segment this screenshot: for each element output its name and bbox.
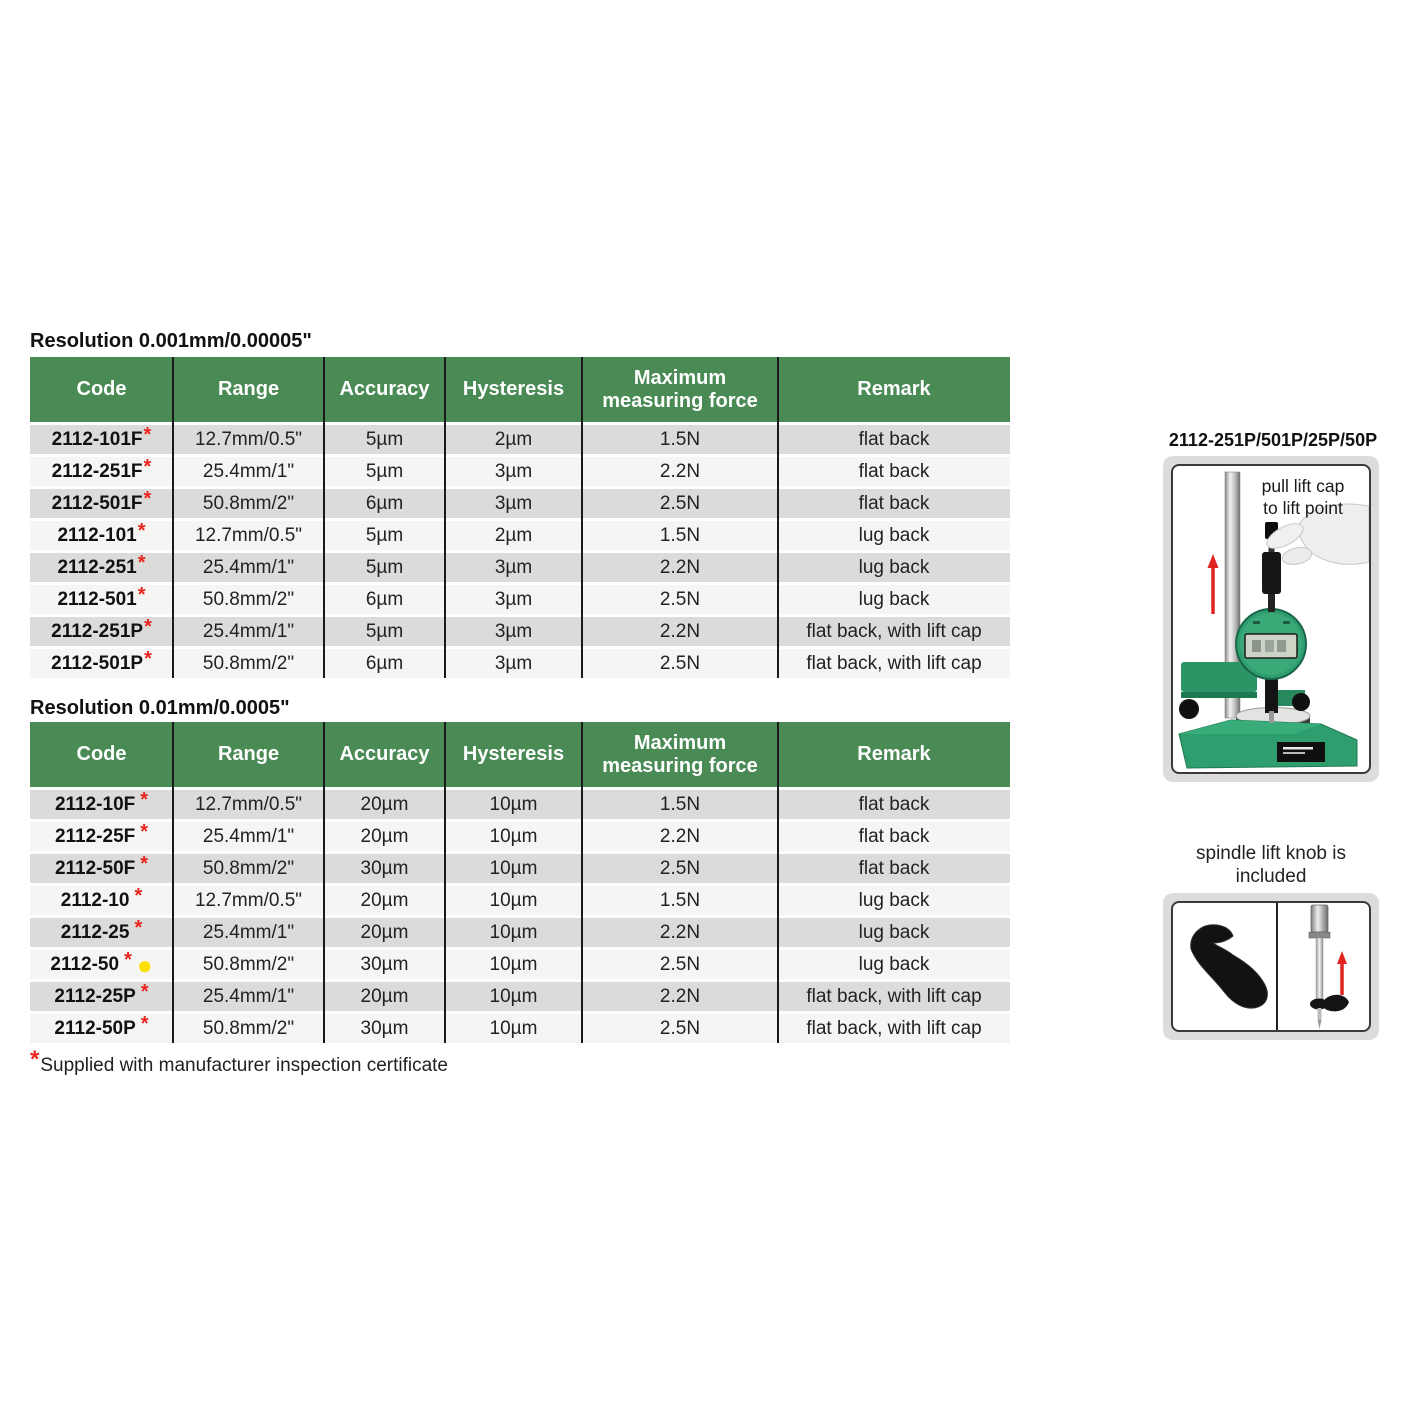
side-models-title: 2112-251P/501P/25P/50P <box>1168 430 1378 450</box>
cell-force: 2.2N <box>659 921 701 943</box>
cell-force: 2.2N <box>659 620 701 642</box>
cell-accuracy: 5µm <box>365 460 404 482</box>
cell-accuracy: 20µm <box>360 793 409 815</box>
cell-remark: flat back <box>858 460 930 482</box>
cell-force: 2.2N <box>659 556 701 578</box>
table-row <box>30 489 1010 518</box>
cell-hysteresis: 10µm <box>489 953 538 975</box>
header-cell-force <box>582 722 778 787</box>
cell-code: 2112-251 * <box>57 552 146 578</box>
column-divider <box>444 722 446 1043</box>
cell-remark: flat back <box>858 428 930 450</box>
cell-force: 2.5N <box>659 953 701 975</box>
cell-force: 2.5N <box>659 492 701 514</box>
header-cell-hysteresis: Hysteresis <box>462 743 565 765</box>
header-cell-hysteresis: Hysteresis <box>462 378 565 400</box>
column-divider <box>777 357 779 678</box>
cell-force: 2.2N <box>659 825 701 847</box>
column-divider <box>323 722 325 1043</box>
cell-accuracy: 6µm <box>365 492 404 514</box>
cell-hysteresis: 2µm <box>494 428 533 450</box>
cell-range: 12.7mm/0.5" <box>194 793 303 815</box>
spec-table-resolution-001 <box>30 357 1010 678</box>
asterisk-icon: * <box>144 616 152 638</box>
cell-range: 50.8mm/2" <box>202 857 295 879</box>
cell-accuracy: 5µm <box>365 428 404 450</box>
cell-hysteresis: 10µm <box>489 985 538 1007</box>
table-row <box>30 950 1010 979</box>
clamp-knob <box>1292 693 1310 711</box>
cell-range: 50.8mm/2" <box>202 953 295 975</box>
cell-force: 1.5N <box>659 428 701 450</box>
section-title-resolution-01: Resolution 0.01mm/0.0005" <box>30 697 290 719</box>
header-force-text: Maximum measuring force <box>602 732 758 777</box>
footnote-text: Supplied with manufacturer inspection certificate <box>40 1055 448 1076</box>
cell-remark: lug back <box>858 524 930 546</box>
cell-force: 1.5N <box>659 524 701 546</box>
asterisk-icon: * <box>144 648 152 670</box>
product-photo-lift-cap-frame <box>1163 456 1379 782</box>
cell-accuracy: 5µm <box>365 524 404 546</box>
cell-hysteresis: 3µm <box>494 460 533 482</box>
cell-code: 2112-10 * <box>60 885 143 911</box>
lift-knob-illustration <box>1173 903 1369 1030</box>
asterisk-icon: * <box>134 917 143 939</box>
cell-remark: flat back, with lift cap <box>806 1017 982 1039</box>
cell-code: 2112-25 * <box>60 917 143 943</box>
footnote <box>30 1046 448 1078</box>
cell-range: 25.4mm/1" <box>202 460 295 482</box>
clamp-knob <box>1179 699 1199 719</box>
cell-accuracy: 6µm <box>365 588 404 610</box>
stand-base <box>1179 720 1357 768</box>
cell-remark: flat back, with lift cap <box>806 985 982 1007</box>
cell-remark: lug back <box>858 588 930 610</box>
cell-code: 2112-50F * <box>54 853 149 879</box>
section-title-resolution-001: Resolution 0.001mm/0.00005" <box>30 330 312 352</box>
cell-code: 2112-101 * <box>57 520 146 546</box>
cell-code: 2112-501F * <box>51 488 152 514</box>
cell-remark: lug back <box>858 921 930 943</box>
product-photo-lift-knob-frame <box>1163 893 1379 1040</box>
contact-point <box>1269 711 1274 723</box>
cell-hysteresis: 3µm <box>494 492 533 514</box>
cell-range: 50.8mm/2" <box>202 652 295 674</box>
cell-accuracy: 20µm <box>360 889 409 911</box>
cell-code: 2112-101F * <box>51 424 152 450</box>
cell-hysteresis: 10µm <box>489 921 538 943</box>
cell-code: 2112-25F * <box>54 821 149 847</box>
up-arrow-icon <box>1337 951 1347 995</box>
cell-range: 12.7mm/0.5" <box>194 524 303 546</box>
table-row <box>30 822 1010 851</box>
column-divider <box>581 357 583 678</box>
cell-code: 2112-25P * <box>54 981 149 1007</box>
cell-range: 25.4mm/1" <box>202 825 295 847</box>
cell-range: 50.8mm/2" <box>202 588 295 610</box>
table-row <box>30 553 1010 582</box>
cell-range: 50.8mm/2" <box>202 492 295 514</box>
cell-range: 25.4mm/1" <box>202 985 295 1007</box>
cell-range: 25.4mm/1" <box>202 556 295 578</box>
header-cell-range: Range <box>217 743 280 765</box>
photo1-caption-line1: pull lift cap <box>1261 476 1345 496</box>
header-cell-force <box>582 357 778 422</box>
asterisk-icon: * <box>137 520 146 542</box>
cell-remark: lug back <box>858 556 930 578</box>
cell-force: 2.5N <box>659 652 701 674</box>
cell-range: 25.4mm/1" <box>202 620 295 642</box>
spec-table-resolution-01 <box>30 722 1010 1043</box>
cell-force: 2.5N <box>659 1017 701 1039</box>
cell-range: 25.4mm/1" <box>202 921 295 943</box>
cell-accuracy: 30µm <box>360 953 409 975</box>
cell-hysteresis: 10µm <box>489 825 538 847</box>
asterisk-icon: * <box>134 885 143 907</box>
asterisk-icon: * <box>140 853 149 875</box>
cell-hysteresis: 3µm <box>494 556 533 578</box>
cell-range: 50.8mm/2" <box>202 1017 295 1039</box>
column-divider <box>172 357 174 678</box>
asterisk-icon: * <box>143 488 152 510</box>
cell-remark: flat back <box>858 492 930 514</box>
table-row <box>30 457 1010 486</box>
caption-line2: included <box>1235 866 1307 888</box>
asterisk-icon: * <box>137 584 146 606</box>
gauge-stand-illustration <box>1173 466 1369 772</box>
cell-code: 2112-501P * <box>51 648 152 674</box>
table-header-row <box>30 722 1010 787</box>
cell-range: 12.7mm/0.5" <box>194 428 303 450</box>
table-header-row <box>30 357 1010 422</box>
cell-remark: flat back <box>858 825 930 847</box>
header-cell-range: Range <box>217 378 280 400</box>
cell-accuracy: 30µm <box>360 857 409 879</box>
cell-accuracy: 20µm <box>360 921 409 943</box>
column-divider <box>581 722 583 1043</box>
spindle-lift-knob <box>1191 925 1268 1008</box>
header-cell-accuracy: Accuracy <box>339 743 430 765</box>
cell-hysteresis: 10µm <box>489 857 538 879</box>
cell-code: 2112-10F * <box>54 789 149 815</box>
cell-hysteresis: 10µm <box>489 793 538 815</box>
cell-hysteresis: 10µm <box>489 889 538 911</box>
header-cell-accuracy: Accuracy <box>339 378 430 400</box>
spindle-knob-caption <box>1163 842 1379 888</box>
header-cell-remark: Remark <box>857 378 931 400</box>
table-row <box>30 790 1010 819</box>
asterisk-icon: * <box>140 981 149 1003</box>
up-arrow-icon <box>1208 554 1219 614</box>
cell-code: 2112-251P * <box>51 616 152 642</box>
cell-remark: flat back, with lift cap <box>806 620 982 642</box>
cell-code: 2112-50P * <box>54 1013 149 1039</box>
asterisk-icon: * <box>140 821 149 843</box>
table-row <box>30 425 1010 454</box>
panel-divider <box>1276 903 1278 1030</box>
cell-accuracy: 5µm <box>365 556 404 578</box>
cell-hysteresis: 2µm <box>494 524 533 546</box>
cell-remark: lug back <box>858 889 930 911</box>
asterisk-icon: * <box>137 552 146 574</box>
product-photo-lift-knob <box>1171 901 1371 1032</box>
cell-force: 2.2N <box>659 985 701 1007</box>
cell-remark: flat back <box>858 857 930 879</box>
cell-force: 2.5N <box>659 857 701 879</box>
cell-range: 12.7mm/0.5" <box>194 889 303 911</box>
asterisk-icon: * <box>143 424 152 446</box>
asterisk-icon: * <box>124 949 132 971</box>
table-row <box>30 649 1010 678</box>
asterisk-icon: * <box>140 1013 149 1035</box>
table-row <box>30 585 1010 614</box>
cell-remark: lug back <box>858 953 930 975</box>
column-divider <box>777 722 779 1043</box>
cell-force: 1.5N <box>659 793 701 815</box>
header-cell-code: Code <box>76 743 127 765</box>
asterisk-icon: * <box>143 456 152 478</box>
table-row <box>30 918 1010 947</box>
spindle <box>1265 679 1278 713</box>
table-row <box>30 1014 1010 1043</box>
photo1-caption-line2: to lift point <box>1263 498 1343 518</box>
table-row <box>30 521 1010 550</box>
table-row <box>30 617 1010 646</box>
column-divider <box>172 722 174 1043</box>
cell-code: 2112-501 * <box>57 584 146 610</box>
header-force-text: Maximum measuring force <box>602 367 758 412</box>
column-divider <box>444 357 446 678</box>
cell-force: 1.5N <box>659 889 701 911</box>
cell-hysteresis: 10µm <box>489 1017 538 1039</box>
cell-hysteresis: 3µm <box>494 620 533 642</box>
cell-remark: flat back, with lift cap <box>806 652 982 674</box>
header-cell-remark: Remark <box>857 743 931 765</box>
cell-accuracy: 20µm <box>360 825 409 847</box>
cell-hysteresis: 3µm <box>494 588 533 610</box>
cell-accuracy: 20µm <box>360 985 409 1007</box>
cell-code: 2112-251F * <box>51 456 152 482</box>
cell-remark: flat back <box>858 793 930 815</box>
table-row <box>30 854 1010 883</box>
header-cell-code: Code <box>76 378 127 400</box>
asterisk-icon: * <box>30 1046 40 1073</box>
column-divider <box>323 357 325 678</box>
cell-hysteresis: 3µm <box>494 652 533 674</box>
asterisk-icon: * <box>140 789 149 811</box>
cell-accuracy: 30µm <box>360 1017 409 1039</box>
table-row <box>30 886 1010 915</box>
cell-accuracy: 6µm <box>365 652 404 674</box>
cell-force: 2.5N <box>659 588 701 610</box>
table-row <box>30 982 1010 1011</box>
cell-force: 2.2N <box>659 460 701 482</box>
spindle-with-knob <box>1309 905 1349 1029</box>
caption-line1: spindle lift knob is <box>1196 843 1346 864</box>
cell-code: 2112-50 * ● <box>50 949 153 980</box>
cell-accuracy: 5µm <box>365 620 404 642</box>
product-photo-lift-cap <box>1171 464 1371 774</box>
digital-indicator <box>1236 609 1306 679</box>
